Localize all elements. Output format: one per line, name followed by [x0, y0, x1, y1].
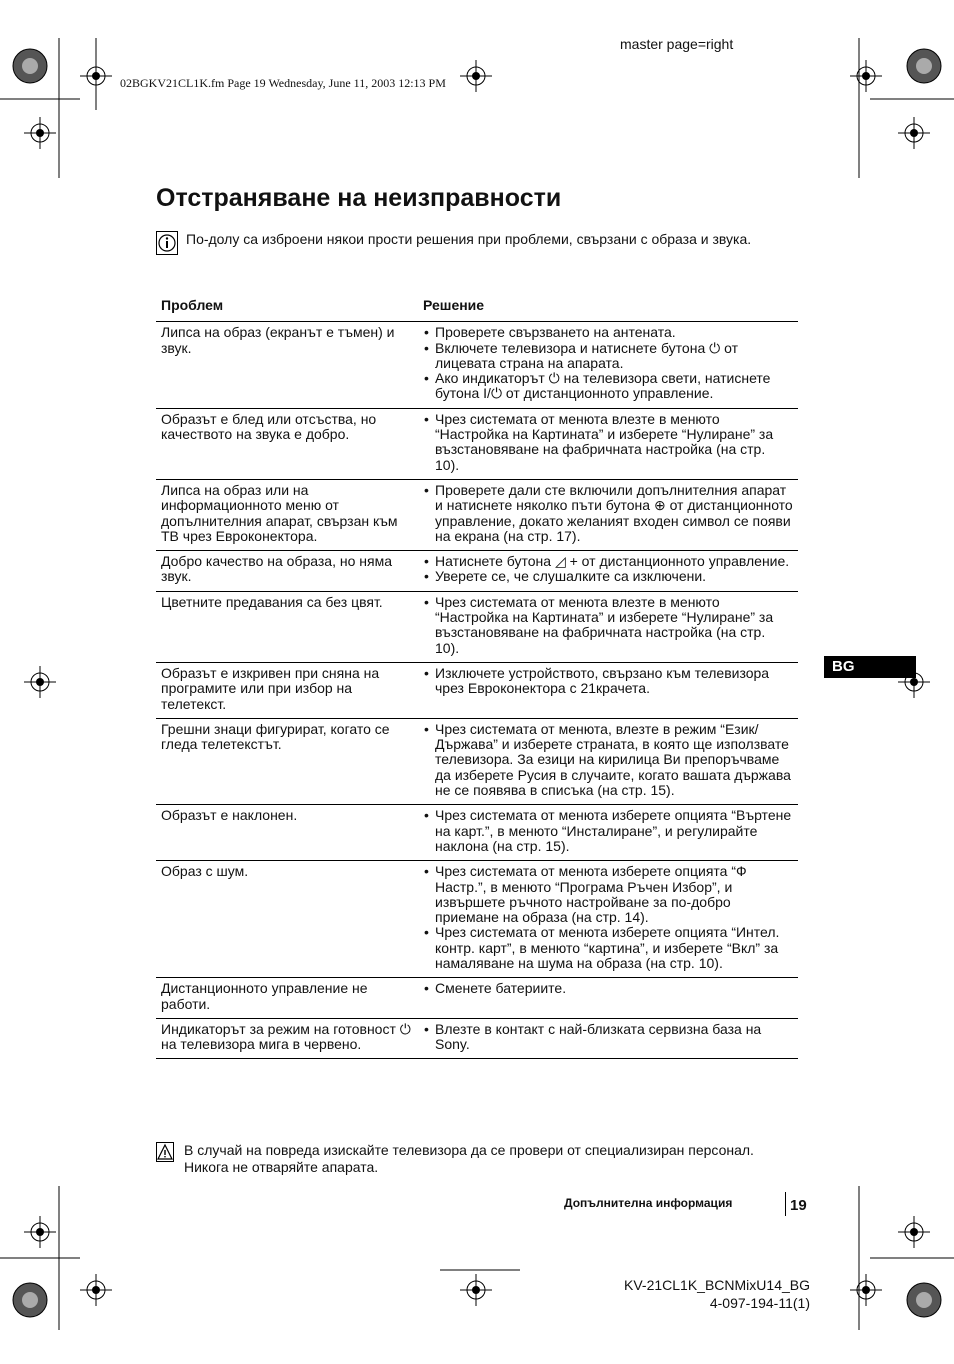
problem-cell: Липса на образ или на информационното меню от допълнителния апарат, свързан към ТВ чрез Евроконектора.	[156, 479, 418, 550]
solution-item: • Проверете свързването на антената.	[423, 325, 793, 340]
solution-item: • Изключете устройството, свързано към телевизора чрез Евроконектора с 21крачета.	[423, 666, 793, 697]
intro-note	[156, 231, 796, 255]
solution-cell	[418, 978, 798, 1019]
language-tab-label: BG	[832, 658, 855, 675]
warning-text: В случай на повреда изискайте телевизора да се провери от специализиран персонал. Никога не отваряйте апарата.	[184, 1142, 754, 1175]
registration-mark-icon	[850, 1274, 882, 1306]
solution-item: • Сменете батериите.	[423, 981, 793, 996]
solution-list	[423, 808, 793, 854]
registration-mark-icon	[24, 117, 56, 149]
problem-cell: Образът е блед или отсъства, но качеството на звука е добро.	[156, 408, 418, 479]
table-row	[156, 861, 798, 978]
troubleshooting-table	[156, 296, 798, 1059]
solution-list	[423, 483, 793, 544]
table-row	[156, 978, 798, 1019]
table-row	[156, 718, 798, 804]
table-row	[156, 662, 798, 718]
solution-cell	[418, 805, 798, 861]
solution-item: • Чрез системата от менюта изберете опцията “Въртене на карт.”, в менюто “Инсталиране”, и регулирайте наклона (на стр. 15).	[423, 808, 793, 854]
color-target-icon	[13, 1283, 47, 1317]
registration-mark-icon	[898, 1216, 930, 1248]
solution-item: • Чрез системата от менюта изберете опцията “Ф Настр.”, в менюто “Програма Ръчен Избор”, и извършете ръчното настройване за по-добро приемане на образа (на стр. 14).	[423, 864, 793, 925]
table-body	[156, 322, 798, 1059]
intro-text: По-долу са изброени някои прости решения при проблеми, свързани с образа и звука.	[186, 231, 752, 247]
table-row	[156, 551, 798, 592]
table-row	[156, 479, 798, 550]
solution-list	[423, 666, 793, 697]
registration-mark-icon	[24, 666, 56, 698]
registration-mark-icon	[24, 1216, 56, 1248]
solution-list	[423, 595, 793, 656]
model-code: KV-21CL1K_BCNMixU14_BG	[624, 1277, 810, 1293]
solution-list	[423, 864, 793, 971]
problem-cell: Образът е наклонен.	[156, 805, 418, 861]
table-row	[156, 1018, 798, 1059]
warning-icon	[156, 1142, 174, 1162]
problem-cell: Грешни знаци фигурират, когато се гледа телетекстът.	[156, 718, 418, 804]
table-row	[156, 805, 798, 861]
solution-item: • Чрез системата от менюта изберете опцията “Интел. контр. карт”, в менюто “картина”, и изберете “Вкл” за намаляване на шума на образа (на стр. 10).	[423, 925, 793, 971]
solution-list	[423, 1022, 793, 1053]
solution-cell	[418, 718, 798, 804]
footer-divider	[785, 1192, 786, 1216]
header-master-label: master page=right	[620, 36, 734, 52]
warning-note	[156, 1142, 796, 1176]
solution-item: • Проверете дали сте включили допълнителния апарат и натиснете няколко пъти бутона ⊕ от дистанционното управление, докато желаният входен символ се появи на екрана (на стр. 17).	[423, 483, 793, 544]
solution-cell	[418, 591, 798, 662]
registration-mark-icon	[898, 117, 930, 149]
header-file-info: 02BGKV21CL1K.fm Page 19 Wednesday, June 11, 2003 12:13 PM	[120, 76, 446, 90]
solution-item: • Чрез системата от менюта, влезте в режим “Език/Държава” и изберете страната, в която ще използвате телевизора. За езици на кирилица Ви препоръчваме да изберете Русия в случаите, когато вашата държава не се появява в списъка (на стр. 15).	[423, 722, 793, 798]
table-row	[156, 322, 798, 408]
table-header-row	[156, 296, 798, 322]
problem-cell: Образът е изкривен при сняна на програмите или при избор на телетекст.	[156, 662, 418, 718]
solution-item: • Влезте в контакт с най-близката сервизна база на Sony.	[423, 1022, 793, 1053]
problem-column-header: Проблем	[156, 296, 418, 322]
solution-list	[423, 412, 793, 473]
solution-cell	[418, 861, 798, 978]
solution-list	[423, 325, 793, 401]
solution-cell	[418, 322, 798, 408]
solution-list	[423, 981, 793, 996]
registration-mark-icon	[460, 1274, 492, 1306]
solution-list	[423, 722, 793, 798]
table-row	[156, 408, 798, 479]
solution-cell	[418, 551, 798, 592]
problem-cell: Образ с шум.	[156, 861, 418, 978]
solution-item: • Чрез системата от менюта влезте в менюто “Настройка на Картината” и изберете “Нулиране” за възстановяване на фабричната настройка (на стр. 10).	[423, 595, 793, 656]
problem-cell: Липса на образ (екранът е тъмен) и звук.	[156, 322, 418, 408]
solution-item: • Включете телевизора и натиснете бутона ⏻ от лицевата страна на апарата.	[423, 341, 793, 372]
problem-cell: Индикаторът за режим на готовност ⏻ на телевизора мига в червено.	[156, 1018, 418, 1059]
problem-cell: Цветните предавания са без цвят.	[156, 591, 418, 662]
solution-cell	[418, 408, 798, 479]
part-number: 4-097-194-11(1)	[709, 1295, 810, 1311]
solution-cell	[418, 1018, 798, 1059]
page-title: Отстраняване на неизправности	[156, 184, 562, 212]
solution-item: • Уверете се, че слушалките са изключени.	[423, 569, 793, 584]
info-icon	[156, 231, 178, 255]
solution-cell	[418, 662, 798, 718]
solution-column-header: Решение	[418, 296, 798, 322]
solution-list	[423, 554, 793, 585]
registration-mark-icon	[80, 1274, 112, 1306]
solution-item: • Чрез системата от менюта влезте в менюто “Настройка на Картината” и изберете “Нулиране” за възстановяване на фабричната настройка (на стр. 10).	[423, 412, 793, 473]
color-target-icon	[13, 49, 47, 83]
footer-section-title: Допълнителна информация	[564, 1196, 733, 1210]
page-number: 19	[790, 1197, 807, 1214]
color-target-icon	[907, 49, 941, 83]
registration-mark-icon	[460, 60, 492, 92]
problem-cell: Дистанционното управление не работи.	[156, 978, 418, 1019]
solution-item: • Натиснете бутона ◿ + от дистанционното управление.	[423, 554, 793, 569]
registration-mark-icon	[80, 60, 112, 92]
language-tab	[824, 656, 916, 678]
solution-item: • Ако индикаторът ⏻ на телевизора свети, натиснете бутона I/⏻ от дистанционното управление.	[423, 371, 793, 402]
color-target-icon	[907, 1283, 941, 1317]
solution-cell	[418, 479, 798, 550]
footer-model-info	[610, 1276, 810, 1312]
table-row	[156, 591, 798, 662]
problem-cell: Добро качество на образа, но няма звук.	[156, 551, 418, 592]
registration-mark-icon	[850, 60, 882, 92]
